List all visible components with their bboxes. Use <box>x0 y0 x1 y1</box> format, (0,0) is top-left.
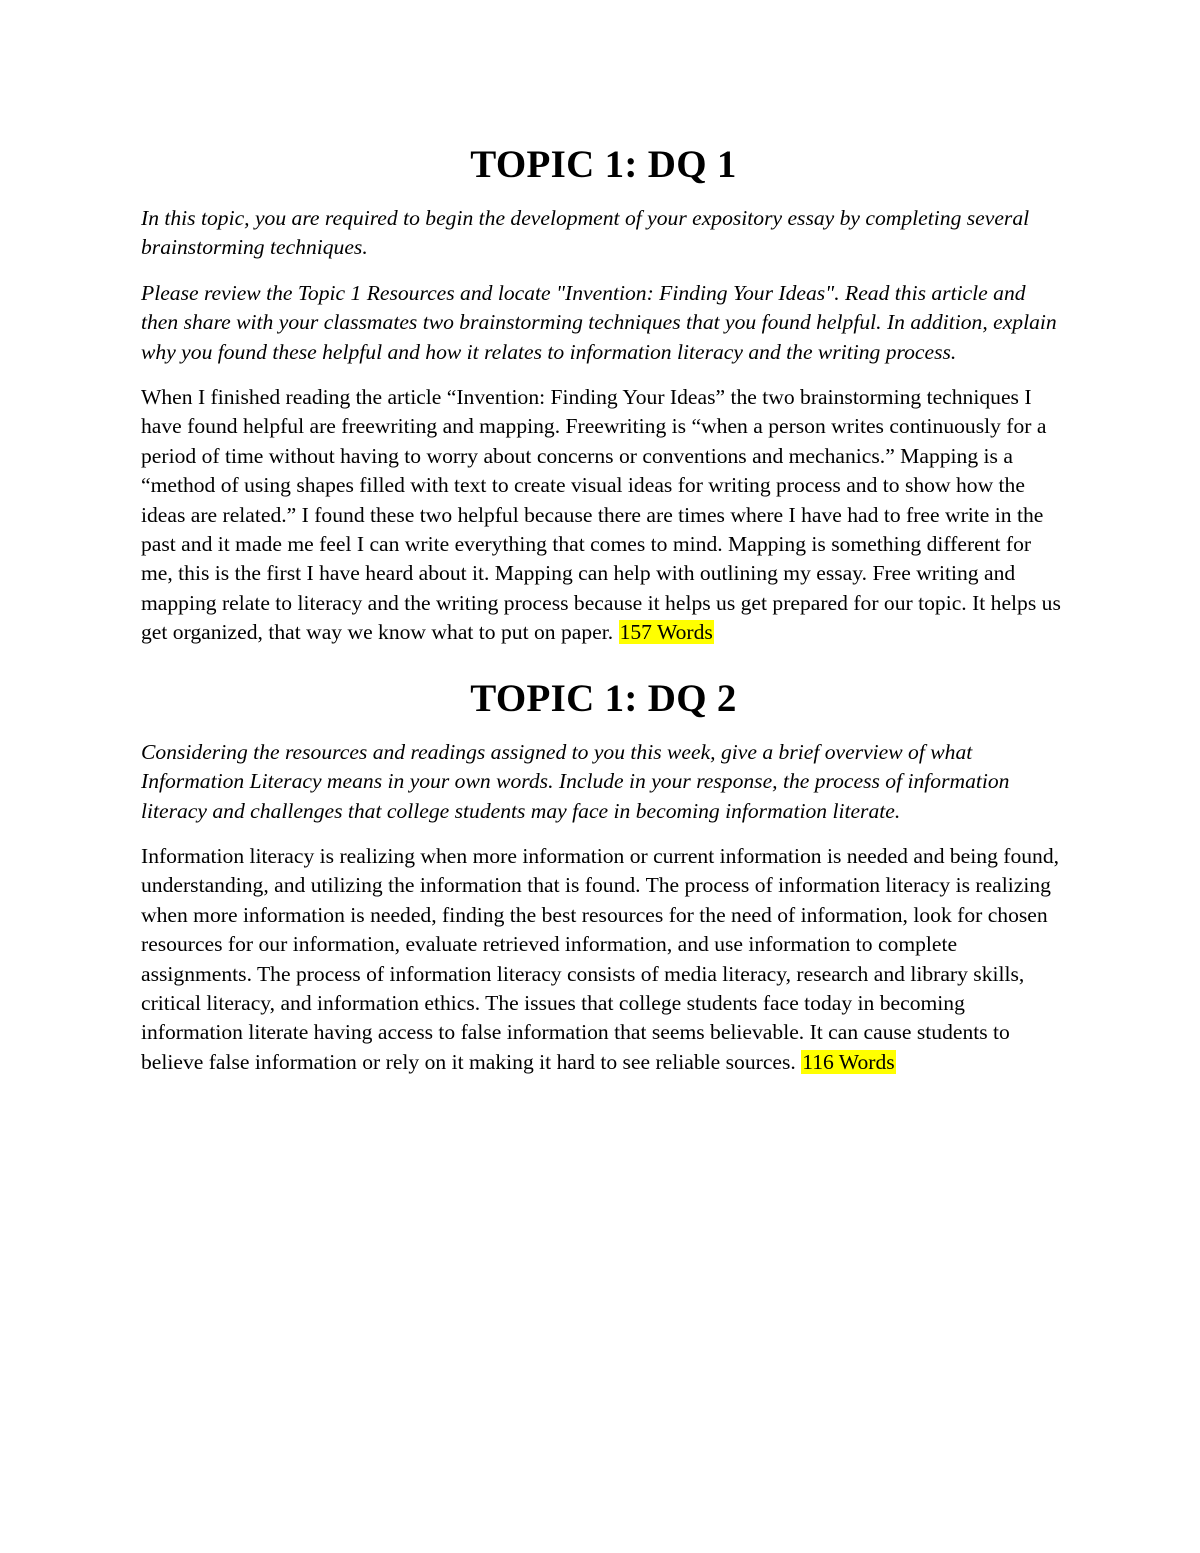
topic-1-dq-2-heading: TOPIC 1: DQ 2 <box>470 676 737 720</box>
dq-2-response-paragraph <box>141 842 1066 1077</box>
dq-1-response-paragraph <box>141 383 1066 648</box>
dq-2-word-count-highlight: 116 Words <box>802 1049 895 1074</box>
document-content <box>141 140 1066 1093</box>
topic-1-dq-1-heading: TOPIC 1: DQ 1 <box>470 143 737 186</box>
dq-2-response-text: Information literacy is realizing when more information or current information is needed and being found, understanding, and utilizing the information that is found. The process of information literacy is realizing when more information is needed, finding the best resources for the need of information, look for chosen resources for our information, evaluate retrieved information, and use information to complete assignments. The process of information literacy consists of media literacy, research and library skills, critical literacy, and information ethics. The issues that college students face today in becoming information literate having access to false information that seems believable. It can cause students to believe false information or rely on it making it hard to see reliable sources. <box>141 843 1060 1074</box>
dq-1-prompt-instructions: Please review the Topic 1 Resources and locate "Invention: Finding Your Ideas". Read this article and then share with your classmates two brainstorming techniques that you found helpful. In addition, explain why you found these helpful and how it relates to information literacy and the writing process. <box>141 280 1057 364</box>
dq-1-response-text: When I finished reading the article “Invention: Finding Your Ideas” the two brainstorming techniques I have found helpful are freewriting and mapping. Freewriting is “when a person writes continuously for a period of time without having to worry about concerns or conventions and mechanics.” Mapping is a “method of using shapes filled with text to create visual ideas for writing process and to show how the ideas are related.” I found these two helpful because there are times where I have had to free write in the past and it made me feel I can write everything that comes to mind. Mapping is something different for me, this is the first I have heard about it. Mapping can help with outlining my essay. Free writing and mapping relate to literacy and the writing process because it helps us get prepared for our topic. It helps us get organized, that way we know what to put on paper. <box>141 385 1061 645</box>
dq-2-prompt: Considering the resources and readings assigned to you this week, give a brief overview of what Information Literacy means in your own words. Include in your response, the process of information literacy and challenges that college students may face in becoming information literate. <box>141 739 1010 823</box>
dq-1-prompt-intro: In this topic, you are required to begin the development of your expository essay by completing several brainstorming techniques. <box>141 206 1030 260</box>
dq-1-word-count-highlight: 157 Words <box>619 620 713 645</box>
